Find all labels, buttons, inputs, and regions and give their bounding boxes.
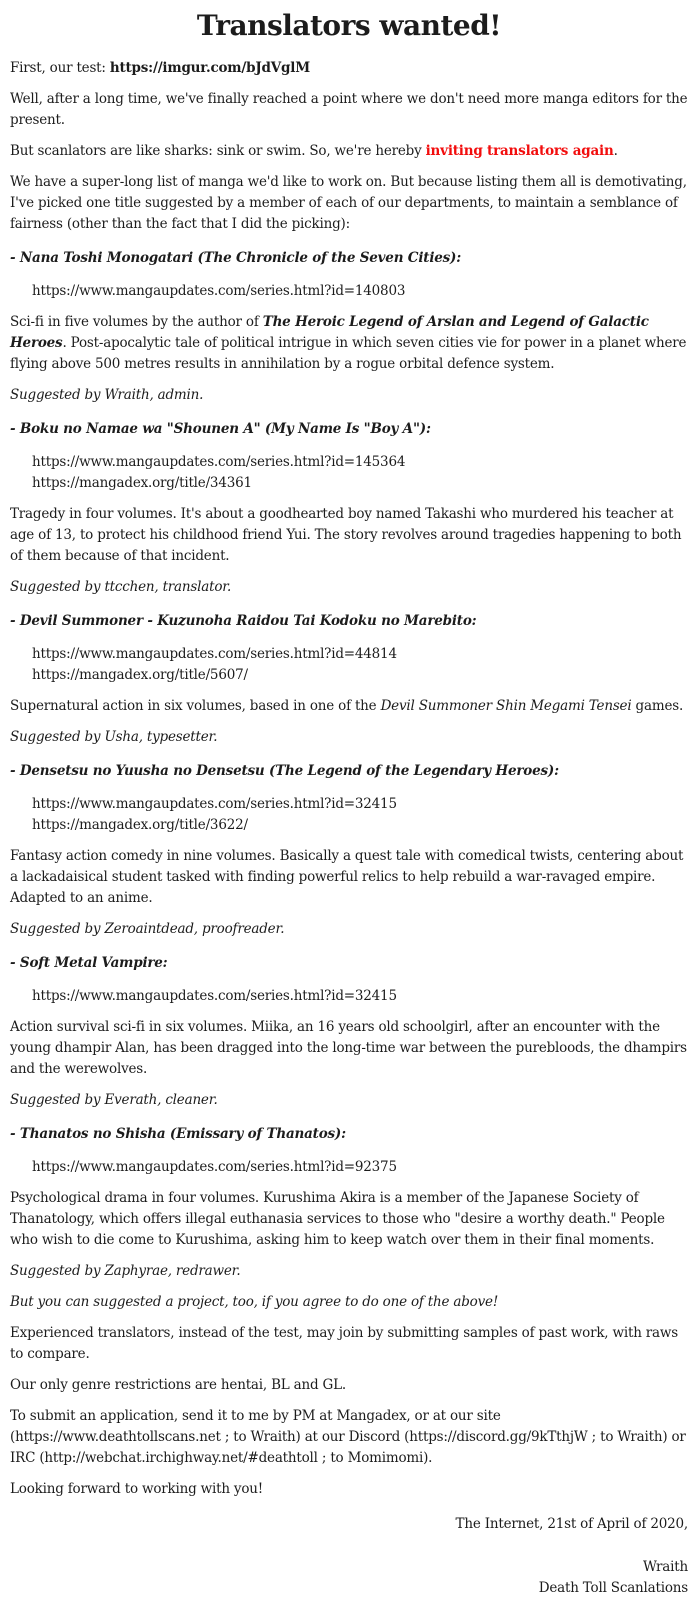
- looking-forward-paragraph: Looking forward to working with you!: [10, 1481, 263, 1497]
- description-text: Supernatural action in six volumes, based in one of the: [10, 698, 381, 714]
- series-heading: - Soft Metal Vampire:: [10, 955, 168, 971]
- series-description: [10, 696, 688, 717]
- series-section-thanatos: [10, 1121, 688, 1282]
- description-text: . Post-apocalytic tale of political intrigue in which seven cities vie for power in a planet where flying above 500 metres results in annihilation by a rogue orbital defence system.: [10, 335, 687, 372]
- test-line: [10, 58, 688, 79]
- suggested-by: Suggested by Zaphyrae, redrawer.: [10, 1263, 241, 1279]
- series-description: Fantasy action comedy in nine volumes. Basically a quest tale with comedical twists, centering about a lackadaisical student tasked with finding powerful relics to help rebuild a war-ravaged empire. Adapted to an anime.: [10, 848, 684, 906]
- description-text: Sci-fi in five volumes by the author of: [10, 314, 263, 330]
- intro-paragraph-2: [10, 141, 688, 162]
- mangadex-link[interactable]: https://mangadex.org/title/3622/: [32, 817, 248, 833]
- series-description: Action survival sci-fi in six volumes. Miika, an 16 years old schoolgirl, after an encounter with the young dhampir Alan, has been dragged into the long-time war between the purebloods, the dhampirs and the werewolves.: [10, 1019, 687, 1077]
- series-links: [32, 794, 688, 836]
- mangadex-link[interactable]: https://mangadex.org/title/5607/: [32, 667, 248, 683]
- experienced-translators-paragraph: Experienced translators, instead of the test, may join by submitting samples of past work, with raws to compare.: [10, 1325, 678, 1362]
- inviting-translators-highlight: inviting translators again: [425, 143, 614, 159]
- series-section-devil-summoner: [10, 608, 688, 748]
- series-section-shounen-a: [10, 416, 688, 598]
- intro-paragraph-2-period: .: [613, 143, 618, 159]
- description-text: games.: [631, 698, 684, 714]
- series-heading: - Devil Summoner - Kuzunoha Raidou Tai Kodoku no Marebito:: [10, 613, 477, 629]
- submit-text: ; to Wraith) or IRC (: [10, 1429, 686, 1466]
- intro-paragraph-1: Well, after a long time, we've finally reached a point where we don't need more manga editors for the present.: [10, 91, 688, 128]
- suggested-by: Suggested by Everath, cleaner.: [10, 1092, 218, 1108]
- suggested-by: Suggested by Zeroaintdead, proofreader.: [10, 921, 285, 937]
- series-links: [32, 452, 688, 494]
- test-label: First, our test:: [10, 60, 110, 76]
- series-links: [32, 281, 688, 302]
- suggest-your-own-note: But you can suggested a project, too, if you agree to do one of the above!: [10, 1294, 499, 1310]
- signature-name: Wraith: [642, 1559, 688, 1575]
- mangaupdates-link[interactable]: https://www.mangaupdates.com/series.html?id=32415: [32, 796, 397, 812]
- series-links: [32, 644, 688, 686]
- series-heading: - Nana Toshi Monogatari (The Chronicle of the Seven Cities):: [10, 250, 462, 266]
- series-links: [32, 986, 688, 1007]
- signature-group: Death Toll Scanlations: [538, 1580, 688, 1596]
- series-heading: - Densetsu no Yuusha no Densetsu (The Legend of the Legendary Heroes):: [10, 763, 559, 779]
- dateline: The Internet, 21st of April of 2020,: [455, 1516, 688, 1532]
- submit-text: ; to Momimomi).: [317, 1450, 433, 1466]
- irc-link[interactable]: http://webchat.irchighway.net/#deathtoll: [44, 1450, 318, 1466]
- submit-text: ; to Wraith) at our Discord (: [220, 1429, 410, 1445]
- mangaupdates-link[interactable]: https://www.mangaupdates.com/series.html?id=92375: [32, 1159, 397, 1175]
- series-heading: - Thanatos no Shisha (Emissary of Thanatos):: [10, 1126, 346, 1142]
- referenced-game-title: Devil Summoner Shin Megami Tensei: [380, 698, 632, 714]
- application-instructions-paragraph: [10, 1406, 688, 1469]
- mangaupdates-link[interactable]: https://www.mangaupdates.com/series.html?id=140803: [32, 283, 406, 299]
- mangaupdates-link[interactable]: https://www.mangaupdates.com/series.html?id=44814: [32, 646, 397, 662]
- series-section-nana-toshi: [10, 245, 688, 406]
- signature-block: [10, 1514, 688, 1599]
- series-links: [32, 1157, 688, 1178]
- series-description: [10, 312, 688, 375]
- imgur-test-link[interactable]: https://imgur.com/bJdVglM: [109, 60, 310, 76]
- submit-text: To submit an application, send it to me by PM at Mangadex, or at our site (: [10, 1408, 501, 1445]
- series-section-soft-metal-vampire: [10, 950, 688, 1111]
- series-description: Psychological drama in four volumes. Kurushima Akira is a member of the Japanese Society of Thanatology, which offers illegal euthanasia services to those who "desire a worthy death." People who wish to die come to Kurushima, asking him to keep watch over them in their final moments.: [10, 1190, 665, 1248]
- series-description: Tragedy in four volumes. It's about a goodhearted boy named Takashi who murdered his teacher at age of 13, to protect his childhood friend Yui. The story revolves around tragedies happening to both of them because of that incident.: [10, 506, 682, 564]
- suggested-by: Suggested by Wraith, admin.: [10, 387, 204, 403]
- series-section-densetsu: [10, 758, 688, 940]
- deathtollscans-site-link[interactable]: https://www.deathtollscans.net: [15, 1429, 221, 1445]
- series-heading: - Boku no Namae wa "Shounen A" (My Name Is "Boy A"):: [10, 421, 431, 437]
- intro-paragraph-2-text: But scanlators are like sharks: sink or swim. So, we're hereby: [10, 143, 426, 159]
- suggested-by: Suggested by Usha, typesetter.: [10, 729, 218, 745]
- mangadex-link[interactable]: https://mangadex.org/title/34361: [32, 475, 252, 491]
- referenced-work-title: The Heroic Legend of Arslan and Legend of Galactic Heroes: [10, 314, 649, 351]
- mangaupdates-link[interactable]: https://www.mangaupdates.com/series.html?id=145364: [32, 454, 406, 470]
- intro-paragraph-3: We have a super-long list of manga we'd like to work on. But because listing them all is demotivating, I've picked one title suggested by a member of each of our departments, to maintain a semblance of fairness (other than the fact that I did the picking):: [10, 174, 687, 232]
- mangaupdates-link[interactable]: https://www.mangaupdates.com/series.html?id=32415: [32, 988, 397, 1004]
- discord-invite-link[interactable]: https://discord.gg/9kTthjW: [409, 1429, 588, 1445]
- genre-restrictions-paragraph: Our only genre restrictions are hentai, BL and GL.: [10, 1377, 346, 1393]
- page-title: Translators wanted!: [196, 9, 502, 42]
- suggested-by: Suggested by ttcchen, translator.: [10, 579, 232, 595]
